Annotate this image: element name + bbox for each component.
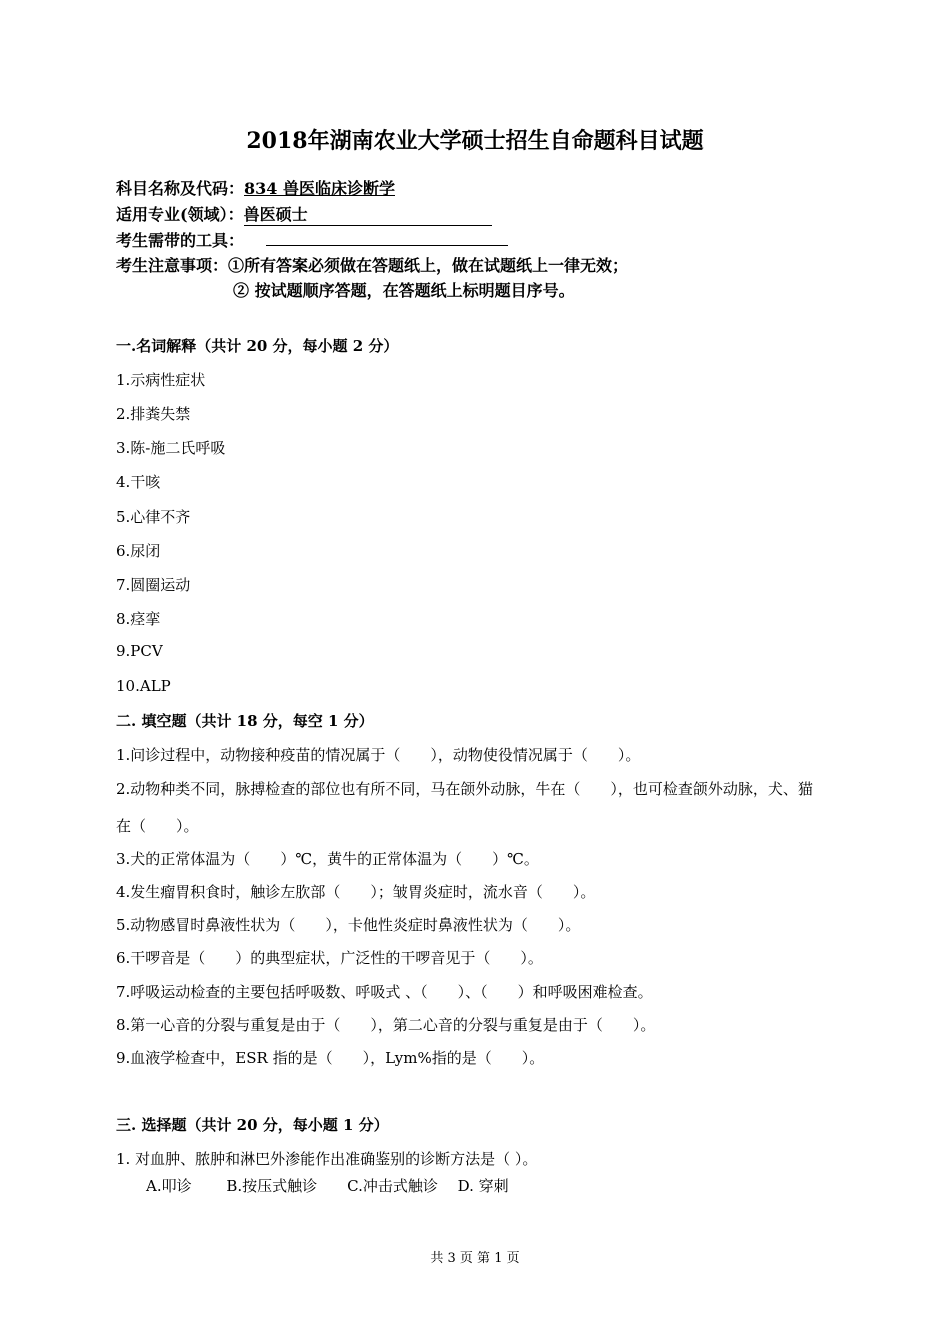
section1-item: 1.示病性症状 bbox=[116, 371, 206, 389]
section1-item: 2.排粪失禁 bbox=[116, 405, 191, 423]
tools-blank bbox=[266, 231, 508, 246]
section1-item: 6.尿闭 bbox=[116, 542, 161, 560]
tools-label: 考生需带的工具： bbox=[116, 231, 245, 250]
section1-item: 10.ALP bbox=[116, 677, 171, 695]
section3-question-1: 1. 对血肿、脓肿和淋巴外渗能作出准确鉴别的诊断方法是（ ）。 bbox=[116, 1150, 538, 1168]
page-title: 2018年湖南农业大学硕士招生自命题科目试题 bbox=[246, 128, 704, 154]
section1-item: 3.陈-施二氏呼吸 bbox=[116, 439, 226, 457]
section2-item: 在（ ）。 bbox=[116, 817, 199, 835]
tools-row bbox=[116, 228, 508, 251]
section2-item: 9.血液学检查中，ESR 指的是（ ），Lym%指的是（ ）。 bbox=[116, 1049, 545, 1067]
section2-item: 5.动物感冒时鼻液性状为（ ），卡他性炎症时鼻液性状为（ ）。 bbox=[116, 916, 581, 934]
section2-item: 4.发生瘤胃积食时，触诊左肷部（ ）；皱胃炎症时，流水音（ ）。 bbox=[116, 883, 596, 901]
subject-row bbox=[116, 176, 395, 199]
major-row bbox=[116, 202, 492, 226]
page-footer: 共 3 页 第 1 页 bbox=[430, 1251, 520, 1266]
section1-item: 7.圆圈运动 bbox=[116, 576, 191, 594]
subject-label: 科目名称及代码： bbox=[116, 179, 245, 198]
notice-2: ② 按试题顺序答题，在答题纸上标明题目序号。 bbox=[233, 281, 575, 300]
section2-item: 3.犬的正常体温为（ ）℃，黄牛的正常体温为（ ）℃。 bbox=[116, 850, 539, 868]
section3-question-1-options: A.叩诊 B.按压式触诊 C.冲击式触诊 D. 穿刺 bbox=[146, 1177, 509, 1195]
section3-heading: 三. 选择题（共计 20 分，每小题 1 分） bbox=[116, 1116, 389, 1134]
major-label: 适用专业(领域）： bbox=[116, 205, 244, 224]
subject-value: 834 兽医临床诊断学 bbox=[244, 179, 395, 198]
section1-item: 8.痉挛 bbox=[116, 610, 161, 628]
section1-item: 9.PCV bbox=[116, 642, 163, 660]
section1-heading: 一.名词解释（共计 20 分，每小题 2 分） bbox=[116, 337, 399, 355]
section2-item: 2.动物种类不同，脉搏检查的部位也有所不同，马在颌外动脉，牛在（ ），也可检查颌外动脉，犬、猫 bbox=[116, 780, 813, 798]
major-value: 兽医硕士 bbox=[244, 202, 492, 226]
section2-item: 1.问诊过程中，动物接种疫苗的情况属于（ ），动物使役情况属于（ ）。 bbox=[116, 746, 641, 764]
section2-heading: 二. 填空题（共计 18 分，每空 1 分） bbox=[116, 712, 374, 730]
notice-1: ①所有答案必须做在答题纸上，做在试题纸上一律无效； bbox=[228, 256, 629, 275]
section1-item: 4.干咳 bbox=[116, 473, 161, 491]
notice-label: 考生注意事项： bbox=[116, 256, 229, 275]
section1-item: 5.心律不齐 bbox=[116, 508, 191, 526]
section2-item: 8.第一心音的分裂与重复是由于（ ），第二心音的分裂与重复是由于（ ）。 bbox=[116, 1016, 656, 1034]
notice-row bbox=[116, 253, 628, 276]
section2-item: 7.呼吸运动检查的主要包括呼吸数、呼吸式 、（ ）、（ ）和呼吸困难检查。 bbox=[116, 983, 653, 1001]
section2-item: 6.干啰音是（ ）的典型症状，广泛性的干啰音见于（ ）。 bbox=[116, 949, 543, 967]
